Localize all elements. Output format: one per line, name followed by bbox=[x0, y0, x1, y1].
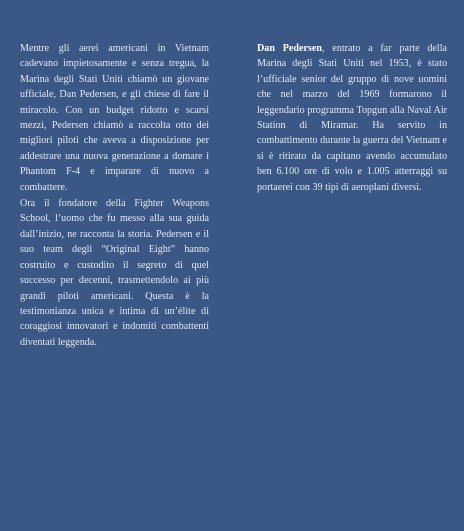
author-bio-column bbox=[257, 41, 447, 195]
author-name: Dan Pedersen bbox=[257, 43, 322, 54]
synopsis-column bbox=[20, 41, 209, 350]
synopsis-paragraph-2: Ora il fondatore della Fighter Weapons School, l’uomo che fu messo alla sua guida dall’inizio, ne racconta la storia. Pedersen e il suo team degli “Original Eight” hanno costruito e custodito il segreto di quel successo per decenni, trasmettendolo ai più grandi piloti americani. Questa è la testimonianza unica e intima di un’élite di coraggiosi innovatori e indomiti combattenti diventati leggenda. bbox=[20, 198, 209, 348]
author-bio-paragraph bbox=[257, 41, 447, 195]
author-bio-text: , entrato a far parte della Marina degli Stati Uniti nel 1953, è stato l’ufficiale senior del gruppo di nove uomini che nel marzo del 1969 formarono il leggendario programma Topgun alla Naval Air Station di Miramar. Ha servito in combattimento durante la guerra del Vietnam e si è ritirato da capitano avendo accumulato ben 6.100 ore di volo e 1.005 atterraggi su portaerei con 39 tipi di aeroplani diversi. bbox=[257, 43, 448, 193]
synopsis-paragraph-1: Mentre gli aerei americani in Vietnam cadevano impietosamente e senza tregua, la Marina degli Stati Uniti chiamò un giovane ufficiale, Dan Pedersen, e gli chiese di fare il miracolo. Con un budget ridotto e scarsi mezzi, Pedersen chiamò a raccolta otto dei migliori piloti che aveva a disposizione per addestrare una nuova generazione a domare i Phantom F-4 e imparare di nuovo a combattere. bbox=[20, 43, 209, 193]
